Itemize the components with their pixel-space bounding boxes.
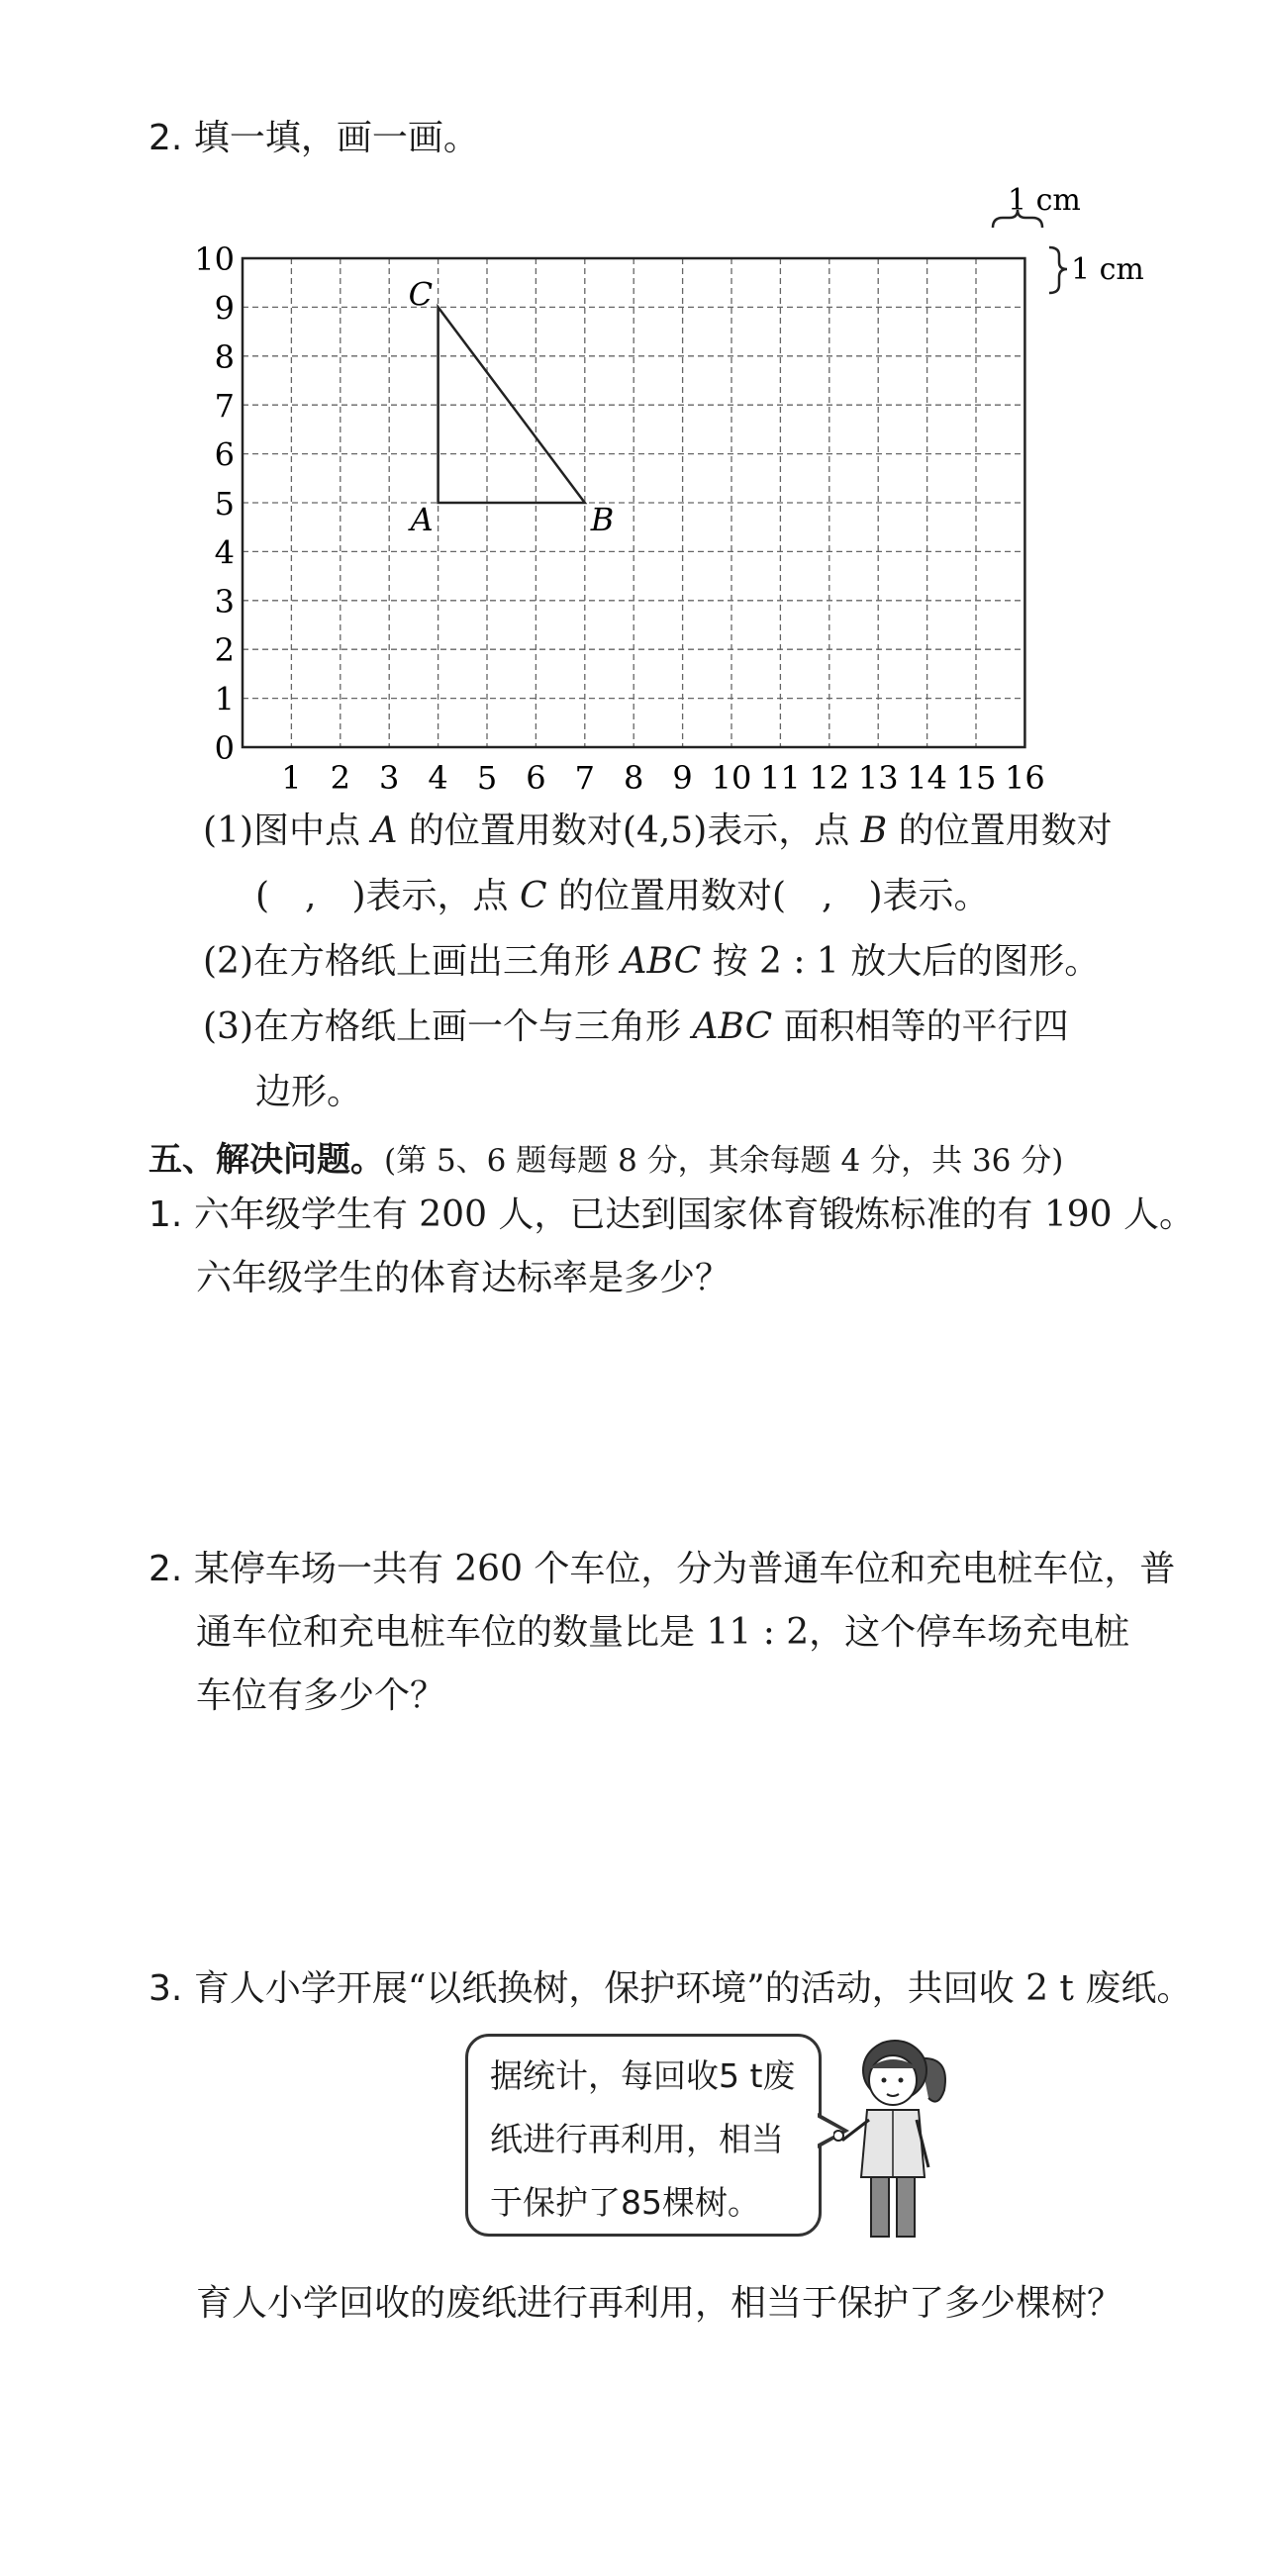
p1-line2: 六年级学生的体育达标率是多少？	[196, 1258, 731, 1298]
x-tick-label: 1	[281, 759, 302, 797]
section5-heading	[148, 1132, 1063, 1181]
coordinate-grid	[0, 0, 1267, 811]
sub1-text-b: 的位置用数对(4,5)表示，点	[397, 811, 861, 851]
point-label-b: B	[590, 501, 615, 538]
x-tick-label: 13	[857, 759, 899, 797]
x-tick-label: 16	[1005, 759, 1045, 797]
x-tick-label: 12	[809, 759, 850, 797]
x-tick-label: 11	[760, 759, 801, 797]
y-tick-label: 7	[214, 387, 235, 426]
unit-right-label: 1 cm	[1071, 252, 1144, 287]
point-b-ref: B	[860, 811, 888, 851]
point-label-c: C	[408, 275, 434, 314]
p1-text-1: 六年级学生有 200 人，已达到国家体育锻炼标准的有 190 人。	[193, 1194, 1196, 1235]
y-tick-label: 9	[214, 289, 235, 328]
girl-illustration-icon	[833, 2029, 962, 2246]
triangle-abc	[408, 275, 615, 538]
y-tick-label: 2	[214, 631, 235, 670]
y-tick-label: 10	[194, 240, 235, 278]
sub1-text-f: 表示。	[882, 876, 990, 916]
sub1-text-a: (1)图中点	[203, 811, 372, 851]
speech-bubble	[465, 2034, 822, 2237]
p2-text-1: 某停车场一共有 260 个车位，分为普通车位和充电桩车位，普	[193, 1549, 1176, 1589]
brace-right-icon	[1049, 247, 1067, 293]
x-tick-label: 4	[428, 759, 448, 797]
p2-line2: 通车位和充电桩车位的数量比是 11 : 2，这个停车场充电桩	[196, 1612, 1130, 1653]
triangle-abc-ref-2: ABC	[692, 1006, 773, 1047]
x-tick-label: 9	[672, 759, 693, 797]
sub1-text-c: 的位置用数对	[887, 811, 1113, 851]
sub1-text-d: 表示，点	[365, 876, 520, 916]
triangle-abc-ref: ABC	[621, 941, 702, 982]
q2-sub3-line1	[203, 1005, 1069, 1048]
p2-number: 2.	[148, 1549, 183, 1589]
p1-line1	[148, 1193, 1195, 1236]
q2-title: 填一填，画一画。	[193, 118, 479, 158]
point-label-a: A	[410, 501, 434, 538]
sub1-text-e: 的位置用数对	[546, 876, 772, 916]
y-tick-label: 0	[214, 729, 235, 767]
p1-number: 1.	[148, 1194, 183, 1235]
p3-text-1: 育人小学开展“以纸换树，保护环境”的活动，共回收 2 t 废纸。	[193, 1968, 1193, 2009]
y-tick-label: 3	[214, 582, 235, 620]
q2-sub3-line2: 边形。	[255, 1072, 363, 1112]
q2-sub1-line1	[203, 810, 1113, 852]
point-c-ref: C	[520, 876, 547, 916]
q2-sub1-line2	[255, 875, 990, 917]
sub3-text-b: 面积相等的平行四	[772, 1006, 1069, 1047]
x-tick-label: 2	[330, 759, 350, 797]
p2-line3: 车位有多少个？	[196, 1675, 446, 1716]
y-tick-label: 8	[214, 337, 235, 376]
q2-sub2	[203, 940, 1100, 983]
section5-title: 五、解决问题。	[148, 1140, 384, 1180]
y-tick-label: 1	[214, 680, 235, 718]
bubble-line-3: 于保护了85棵树。	[490, 2183, 760, 2222]
p3-line1	[148, 1967, 1192, 2010]
sub3-text-a: (3)在方格纸上画一个与三角形	[203, 1006, 693, 1047]
section5-note: (第 5、6 题每题 8 分，其余每题 4 分，共 36 分)	[384, 1143, 1064, 1179]
y-tick-label: 6	[214, 435, 235, 474]
x-tick-label: 15	[955, 759, 997, 797]
x-tick-label: 3	[379, 759, 400, 797]
y-tick-label: 5	[214, 485, 235, 523]
bubble-line-2: 纸进行再利用，相当	[490, 2120, 784, 2158]
point-a-ref: A	[371, 811, 398, 851]
unit-top-label: 1 cm	[1008, 183, 1081, 218]
answer-blank-c[interactable]: ( , )	[772, 876, 883, 916]
q2-number: 2.	[148, 118, 183, 158]
grid-axis-labels	[194, 240, 1044, 797]
x-tick-label: 5	[476, 759, 498, 797]
y-tick-label: 4	[214, 533, 235, 572]
x-tick-label: 6	[526, 759, 546, 797]
answer-blank-b[interactable]: ( , )	[255, 876, 366, 916]
sub2-text-b: 按 2 : 1 放大后的图形。	[701, 941, 1101, 982]
x-tick-label: 7	[574, 759, 595, 797]
p3-number: 3.	[148, 1968, 183, 2009]
p3-question: 育人小学回收的废纸进行再利用，相当于保护了多少棵树？	[196, 2283, 1123, 2324]
grid-lines	[243, 258, 1024, 747]
x-tick-label: 10	[711, 759, 752, 797]
x-tick-label: 8	[624, 759, 644, 797]
sub2-text-a: (2)在方格纸上画出三角形	[203, 941, 622, 982]
x-tick-label: 14	[907, 759, 947, 797]
p2-line1	[148, 1548, 1175, 1590]
bubble-line-1: 据统计，每回收5 t废	[490, 2056, 796, 2095]
